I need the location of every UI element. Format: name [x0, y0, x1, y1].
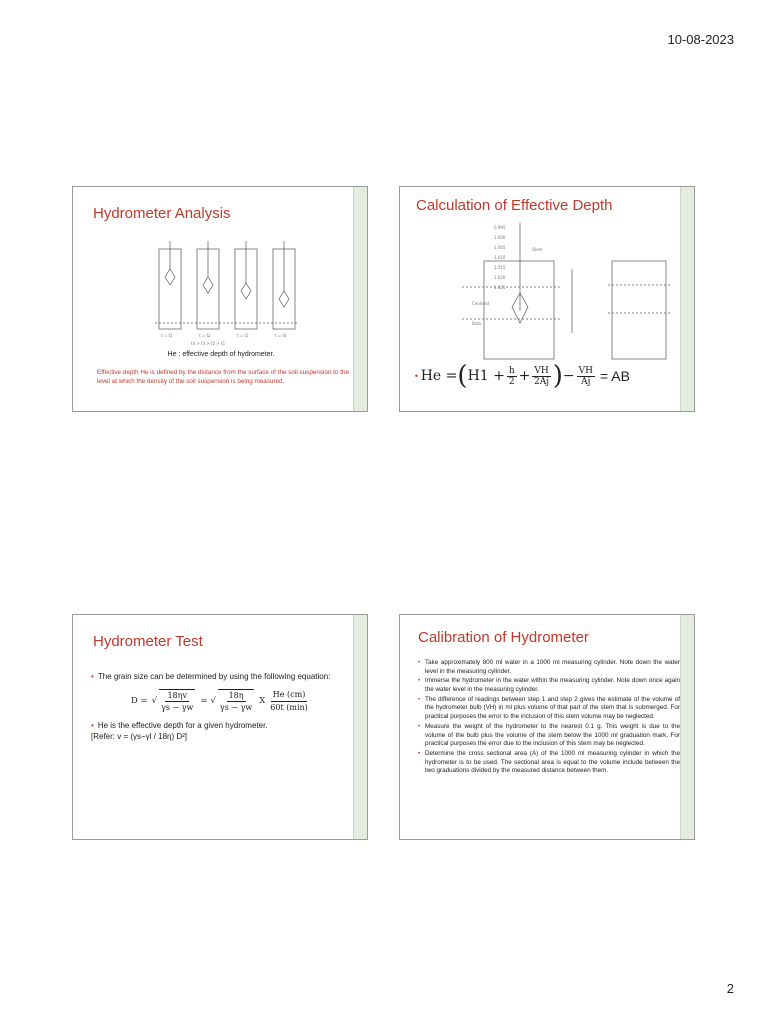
formula-lhs: He =	[420, 368, 458, 384]
slide-side-rail	[353, 187, 367, 411]
list-item: • Immerse the hydrometer in the water within the measuring cylinder. Note down once again the water level in the measuring cylinder.	[418, 677, 680, 694]
eq-d: D =	[131, 696, 148, 707]
slide-side-rail	[680, 615, 694, 839]
effective-depth-formula	[414, 363, 630, 389]
list-item: • Take approximately 800 ml water in a 1000 ml measuring cylinder. Note down the water level in the measuring cylinder.	[418, 659, 680, 676]
list-item: • Determine the cross sectional area (A) of the 1000 ml measuring cylinder in which the hydrometer is to be used. The sectional area is equal to the volume include between the two graduations divided by the measured distance between them.	[418, 750, 680, 776]
bullet-icon: •	[414, 371, 419, 381]
formula-plus: +	[518, 368, 531, 384]
hydrometer-test-body	[91, 671, 353, 743]
eq-frac-2: $\frac{18\eta}{\gamma s - \gamma w}$	[219, 690, 253, 713]
bullet-icon: •	[91, 672, 94, 681]
diagram-caption: He : effective depth of hydrometer.	[167, 351, 275, 358]
list-item: • Measure the weight of the hydrometer to the nearest 0.1 g. This weight is due to the volume of the bulb plus the volume of the stem below the 1000 ml graduation mark. For practical purposes the error due to the inclusion of this stem may be neglected.	[418, 723, 680, 749]
right-paren: )	[552, 361, 563, 391]
eq-frac-1: $\frac{18\eta v}{\gamma s - \gamma w}$	[161, 690, 194, 713]
svg-text:1.000: 1.000	[494, 235, 506, 240]
bullet-icon: •	[91, 720, 94, 730]
calibration-steps	[418, 659, 680, 777]
page-number: 2	[726, 981, 734, 996]
refer-note: [Refer: v = (γs−γl / 18η) D²]	[91, 732, 188, 742]
slide-title: Hydrometer Test	[93, 633, 203, 650]
svg-text:0.995: 0.995	[494, 225, 506, 230]
hydrometer-cylinders-diagram	[151, 239, 301, 349]
slide-hydrometer-test	[72, 614, 368, 840]
slide-hydrometer-analysis	[72, 186, 368, 412]
formula-h1: H1 +	[467, 368, 505, 384]
slide-title: Calculation of Effective Depth	[416, 197, 613, 214]
effective-depth-diagram	[422, 221, 672, 361]
svg-text:Bulb: Bulb	[472, 321, 481, 326]
eq-x: X	[259, 696, 266, 707]
slide-title: Hydrometer Analysis	[93, 205, 231, 222]
effective-depth-definition: Effective depth He is defined by the distance from the surface of the soil suspension to the level at which the density of the soil suspension is being measured.	[97, 369, 349, 385]
svg-text:t = t4: t = t4	[275, 333, 287, 338]
list-item: • The difference of readings between step 1 and step 2 gives the estimate of the volume of the hydrometer bulb (VH) in ml plus volume of that part of the stem that is submerged. For practical purposes the error to the inclusion of this stem volume may be neglected.	[418, 696, 680, 722]
bullet-grain-size: • The grain size can be determined by using the following equation:	[91, 672, 331, 681]
slide-side-rail	[353, 615, 367, 839]
svg-text:1.025: 1.025	[494, 285, 506, 290]
eq-frac-3: $\frac{He (cm)}{60t (\min)}$	[270, 690, 308, 712]
slide-calibration	[399, 614, 695, 840]
page-date: 10-08-2023	[667, 32, 734, 47]
svg-text:t4 > t3 > t2 > t1: t4 > t3 > t2 > t1	[191, 341, 226, 346]
fraction-vh-over-2aj: $\frac{VH}{2Aj}$	[534, 365, 550, 387]
slide-effective-depth	[399, 186, 695, 412]
left-paren: (	[457, 361, 468, 391]
grain-size-equation: D = √ $\frac{18\eta v}{\gamma s - \gamma w}$ = √ $\frac{18\eta}{\gamma s - \gamma w}$ X $\frac{He (cm)}{60t (\min)}$	[131, 690, 308, 713]
svg-text:1.005: 1.005	[494, 245, 506, 250]
slide-side-rail	[680, 187, 694, 411]
svg-text:t = t2: t = t2	[199, 333, 211, 338]
svg-text:1.015: 1.015	[494, 265, 506, 270]
formula-minus: −	[562, 368, 575, 384]
formula-rhs: = AB	[600, 368, 630, 384]
svg-text:1.020: 1.020	[494, 275, 506, 280]
svg-text:Stem: Stem	[532, 247, 543, 252]
svg-text:Centroid: Centroid	[472, 301, 490, 306]
svg-text:t = t3: t = t3	[237, 333, 249, 338]
fraction-h-over-2: $\frac{h}{2}$	[508, 365, 515, 387]
slide-title: Calibration of Hydrometer	[418, 629, 589, 646]
eq-equals: =	[200, 696, 208, 707]
svg-text:t = t1: t = t1	[161, 333, 173, 338]
bullet-effective-depth: • He is the effective depth for a given hydrometer.	[91, 720, 268, 730]
svg-text:1.010: 1.010	[494, 255, 506, 260]
fraction-vh-over-aj: $\frac{VH}{Aj}$	[578, 365, 593, 387]
